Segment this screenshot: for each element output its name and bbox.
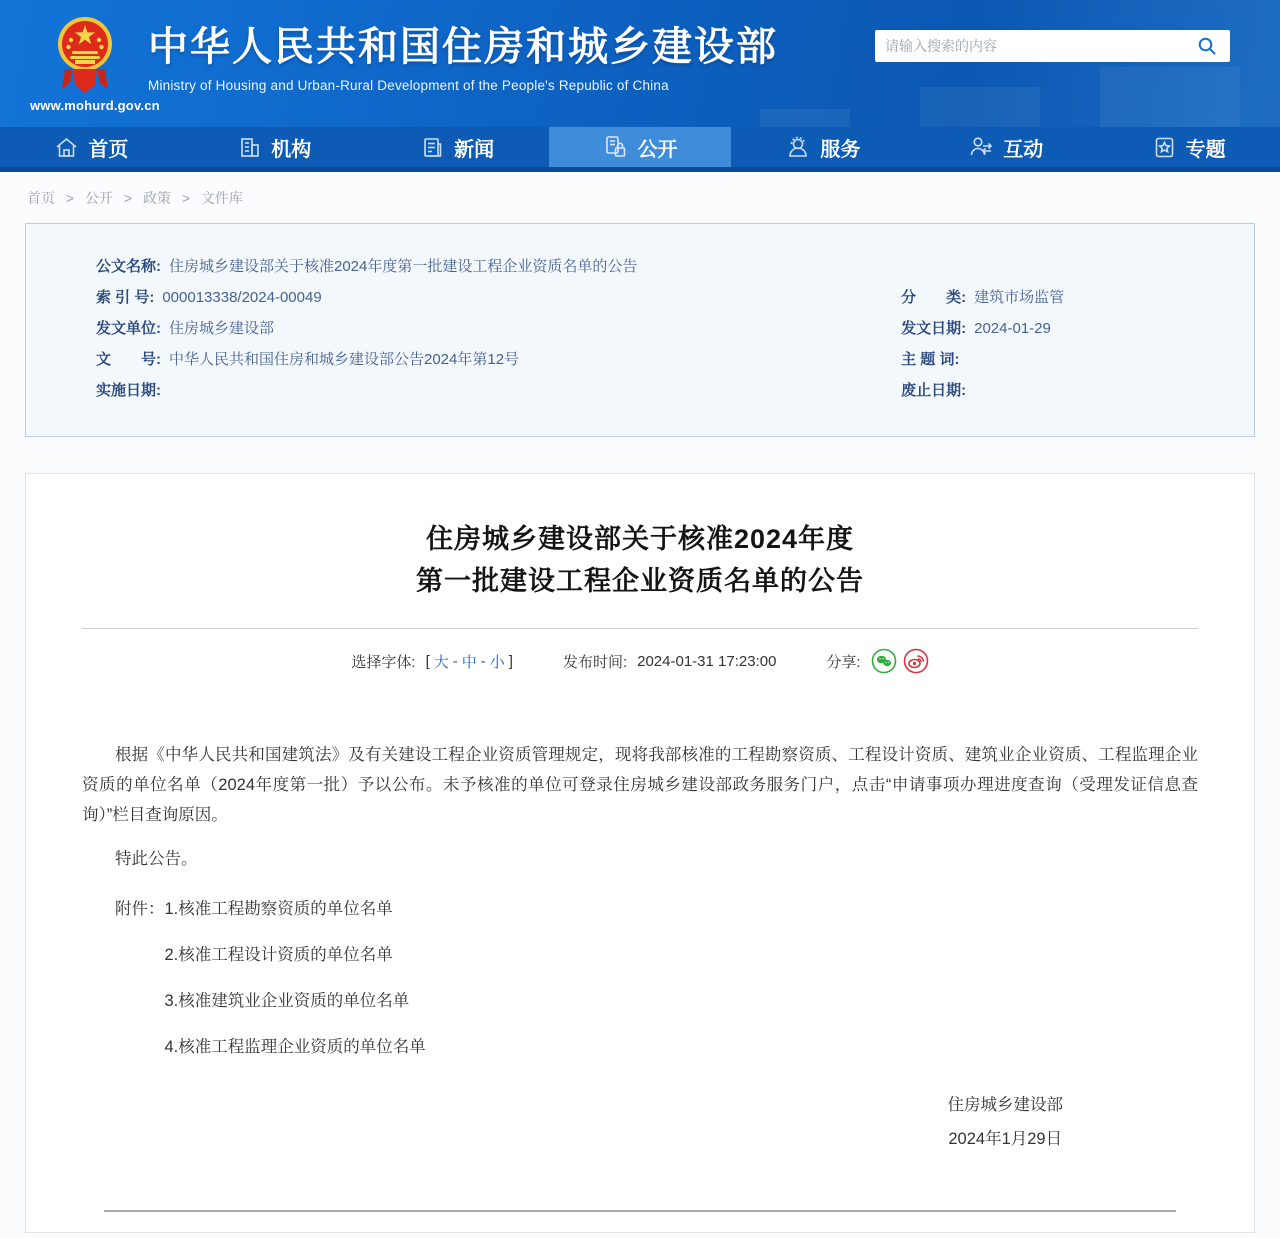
breadcrumb-policy[interactable]: 政策 xyxy=(142,190,171,206)
attachments-list xyxy=(82,894,1198,1062)
attachments-label: 附件： xyxy=(115,900,165,918)
nav-item-topics[interactable] xyxy=(1097,127,1280,167)
article-title xyxy=(82,474,1198,602)
nav-label: 首页 xyxy=(88,138,129,161)
search-input[interactable] xyxy=(885,38,1194,54)
title-divider xyxy=(82,628,1198,629)
bottom-divider xyxy=(104,1210,1176,1212)
site-title-chinese: 中华人民共和国住房和城乡建设部 xyxy=(148,25,778,69)
nav-label: 新闻 xyxy=(454,138,495,161)
share-label: 分享: xyxy=(826,653,861,671)
breadcrumb-home[interactable]: 首页 xyxy=(27,190,55,206)
search-button[interactable] xyxy=(1194,33,1220,59)
category-value: 建筑市场监管 xyxy=(974,289,1065,306)
font-dash: - xyxy=(480,652,486,670)
nav-item-news[interactable] xyxy=(366,127,549,167)
font-dash: - xyxy=(452,652,458,670)
font-size-small-button[interactable]: 小 xyxy=(489,653,505,671)
article-body xyxy=(82,740,1198,1156)
font-size-large-button[interactable]: 大 xyxy=(433,653,449,671)
doc-number-label: 文 号: xyxy=(96,351,161,368)
doc-name-label: 公文名称: xyxy=(96,258,161,275)
index-number-label: 索 引 号: xyxy=(96,289,155,306)
nav-label: 服务 xyxy=(820,138,861,161)
signature-organization: 住房城乡建设部 xyxy=(947,1096,1063,1114)
wechat-share-button[interactable] xyxy=(871,648,897,674)
breadcrumb-separator: > xyxy=(181,190,191,206)
breadcrumb-separator: > xyxy=(65,190,75,206)
doc-number-value: 中华人民共和国住房和城乡建设部公告2024年第12号 xyxy=(169,351,520,368)
attachment-link-4[interactable]: 4.核准工程监理企业资质的单位名单 xyxy=(164,1038,426,1056)
nav-label: 公开 xyxy=(637,138,678,161)
attachment-link-3[interactable]: 3.核准建筑业企业资质的单位名单 xyxy=(164,992,410,1010)
implementation-date-label: 实施日期: xyxy=(96,382,161,399)
issue-date-label: 发文日期: xyxy=(901,320,967,337)
site-brand xyxy=(30,12,778,113)
repeal-date-label: 废止日期: xyxy=(901,382,967,399)
nav-label: 机构 xyxy=(271,138,312,161)
article-paragraph: 根据《中华人民共和国建筑法》及有关建设工程企业资质管理规定，现将我部核准的工程勘察资质、工程设计资质、建筑业企业资质、工程监理企业资质的单位名单（2024年度第一批）予以公布。未予核准的单位可登录住房城乡建设部政务服务门户，点击“申请事项办理进度查询（受理发证信息查询）”栏目查询原因。 xyxy=(82,746,1198,824)
doc-name-value: 住房城乡建设部关于核准2024年度第一批建设工程企业资质名单的公告 xyxy=(169,258,638,275)
nav-label: 互动 xyxy=(1003,138,1044,161)
national-emblem-logo xyxy=(56,14,114,96)
nav-item-disclosure[interactable] xyxy=(549,127,732,167)
issue-date-value: 2024-01-29 xyxy=(974,320,1051,337)
font-selector-label: 选择字体: xyxy=(351,653,416,671)
home-icon xyxy=(54,135,79,160)
topics-icon xyxy=(1152,135,1177,160)
subject-words-label: 主 题 词: xyxy=(901,351,960,368)
weibo-share-button[interactable] xyxy=(903,648,929,674)
attachment-link-2[interactable]: 2.核准工程设计资质的单位名单 xyxy=(164,946,393,964)
wechat-icon xyxy=(871,648,897,674)
site-title-english: Ministry of Housing and Urban-Rural Development of the People's Republic of China xyxy=(148,78,669,93)
article-notice: 特此公告。 xyxy=(115,850,198,868)
nav-label: 专题 xyxy=(1185,138,1226,161)
attachment-link-1[interactable]: 1.核准工程勘察资质的单位名单 xyxy=(164,900,393,918)
nav-item-home[interactable] xyxy=(0,127,183,167)
breadcrumb-disclosure[interactable]: 公开 xyxy=(84,190,113,206)
nav-item-organization[interactable] xyxy=(183,127,366,167)
breadcrumb xyxy=(0,172,1280,208)
issuer-label: 发文单位: xyxy=(96,320,161,337)
weibo-icon xyxy=(903,648,929,674)
font-bracket-open: [ xyxy=(425,652,430,670)
disclosure-icon xyxy=(603,134,629,160)
search-icon xyxy=(1197,36,1217,56)
publish-time-value: 2024-01-31 17:23:00 xyxy=(637,652,777,670)
issuer-value: 住房城乡建设部 xyxy=(169,320,275,337)
organization-icon xyxy=(237,135,262,160)
breadcrumb-separator: > xyxy=(123,190,133,206)
site-url: www.mohurd.gov.cn xyxy=(30,98,160,113)
publish-time-label: 发布时间: xyxy=(562,653,628,671)
document-metadata-panel xyxy=(25,223,1255,437)
font-size-medium-button[interactable]: 中 xyxy=(461,653,477,671)
header-background-image xyxy=(720,0,1280,127)
signature-date: 2024年1月29日 xyxy=(948,1130,1063,1148)
nav-item-services[interactable] xyxy=(731,127,914,167)
search-box[interactable] xyxy=(875,30,1230,62)
news-icon xyxy=(420,135,445,160)
article-title-line2: 第一批建设工程企业资质名单的公告 xyxy=(416,566,864,596)
article-meta-bar xyxy=(82,648,1198,674)
nav-item-interaction[interactable] xyxy=(914,127,1097,167)
interaction-icon xyxy=(968,134,994,160)
category-label: 分 类: xyxy=(901,289,967,306)
site-header xyxy=(0,0,1280,127)
font-bracket-close: ] xyxy=(508,652,513,670)
article-content-panel xyxy=(25,473,1255,1233)
services-icon xyxy=(785,134,811,160)
article-title-line1: 住房城乡建设部关于核准2024年度 xyxy=(425,524,855,554)
index-number-value: 000013338/2024-00049 xyxy=(162,289,322,306)
signature-block xyxy=(82,1088,1198,1156)
main-navigation xyxy=(0,127,1280,172)
breadcrumb-document-library[interactable]: 文件库 xyxy=(200,190,243,206)
